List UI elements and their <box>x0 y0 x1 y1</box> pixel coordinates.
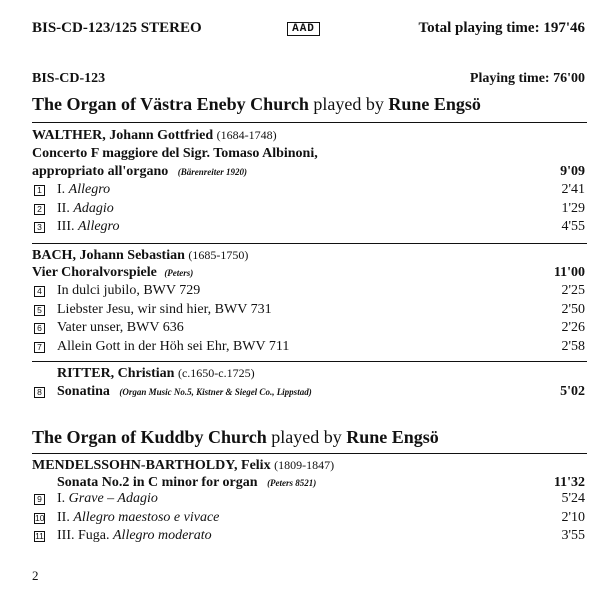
track-tempo: Allegro <box>68 182 111 197</box>
edition-note: (Peters 8521) <box>267 478 317 488</box>
work-title-bach <box>32 265 193 281</box>
track-duration: 2'58 <box>561 339 585 354</box>
work-title: Sonatina <box>57 384 110 399</box>
track-title <box>57 219 119 235</box>
composer-dates: (1684-1748) <box>216 128 277 142</box>
work-title-ritter <box>57 384 312 400</box>
edition-note: (Bärenreiter 1920) <box>177 167 248 177</box>
track-number: 2 <box>34 204 45 215</box>
composer-name: RITTER, Christian <box>57 366 175 381</box>
divider <box>32 243 587 244</box>
section2-performer: Rune Engsö <box>346 427 439 447</box>
divider <box>32 361 587 362</box>
composer-walther <box>32 128 277 144</box>
section1-heading <box>32 94 481 115</box>
work-total-duration: 5'02 <box>560 384 585 399</box>
edition-note: (Peters) <box>164 268 194 278</box>
track-movement: III. <box>57 219 78 234</box>
track-tempo: Allegro moderato <box>113 528 212 543</box>
track-number: 7 <box>34 342 45 353</box>
track-number: 3 <box>34 222 45 233</box>
track-movement: I. <box>57 491 69 506</box>
divider <box>32 453 587 454</box>
track-number: 1 <box>34 185 45 196</box>
work-title-line2 <box>32 164 247 180</box>
track-title <box>57 528 212 544</box>
work-total-duration: 11'32 <box>553 475 585 490</box>
work-total-duration: 9'09 <box>560 164 585 179</box>
track-movement: II. <box>57 510 74 525</box>
section2-heading <box>32 427 439 448</box>
work-title-mendelssohn <box>57 475 316 491</box>
section2-played-by: played by <box>271 427 342 447</box>
track-number: 11 <box>35 531 44 541</box>
track-title <box>57 510 219 526</box>
track-tempo: Allegro maestoso e vivace <box>73 510 220 525</box>
track-number: 9 <box>34 494 45 505</box>
composer-dates: (c.1650-c.1725) <box>177 366 255 380</box>
edition-note: (Organ Music No.5, Kistner & Siegel Co., Lippstad) <box>119 387 312 397</box>
work-title: appropriato all'organo <box>32 164 169 179</box>
section1-performer: Rune Engsö <box>388 94 481 114</box>
track-number: 10 <box>35 513 45 523</box>
composer-name: WALTHER, Johann Gottfried <box>32 128 214 143</box>
track-number: 4 <box>34 286 45 297</box>
track-title <box>57 182 110 198</box>
section2-title: The Organ of Kuddby Church <box>32 427 267 447</box>
aad-badge: AAD <box>287 22 320 36</box>
work-title-line1: Concerto F maggiore del Sigr. Tomaso Albinoni, <box>32 146 318 161</box>
composer-name: MENDELSSOHN-BARTHOLDY, Felix <box>32 458 271 473</box>
track-duration: 2'26 <box>561 320 585 335</box>
track-title: Allein Gott in der Höh sei Ehr, BWV 711 <box>57 339 290 354</box>
track-movement: II. <box>57 201 74 216</box>
composer-dates: (1809-1847) <box>274 458 335 472</box>
work-total-duration: 11'00 <box>553 265 585 280</box>
disc-playing-time: Playing time: 76'00 <box>469 71 585 86</box>
catalog-header: BIS-CD-123/125 STEREO <box>32 20 202 36</box>
track-tempo: Adagio <box>73 201 114 216</box>
track-duration: 3'55 <box>561 528 585 543</box>
page-number: 2 <box>32 568 39 583</box>
track-duration: 2'10 <box>561 510 585 525</box>
section1-played-by: played by <box>313 94 384 114</box>
section1-title: The Organ of Västra Eneby Church <box>32 94 309 114</box>
track-title <box>57 491 158 507</box>
track-title <box>57 201 114 217</box>
track-tempo: Allegro <box>78 219 120 234</box>
track-number: 5 <box>34 305 45 316</box>
track-title: Vater unser, BWV 636 <box>57 320 184 335</box>
composer-name: BACH, Johann Sebastian <box>32 248 185 263</box>
disc-catalog: BIS-CD-123 <box>32 71 106 86</box>
track-number: 6 <box>34 323 45 334</box>
track-movement: I. <box>57 182 69 197</box>
track-duration: 2'41 <box>561 182 585 197</box>
divider <box>32 122 587 123</box>
composer-mendelssohn <box>32 458 334 474</box>
composer-ritter <box>57 366 255 382</box>
composer-bach <box>32 248 248 264</box>
track-duration: 2'25 <box>561 283 585 298</box>
track-duration: 4'55 <box>561 219 585 234</box>
track-number: 8 <box>34 387 45 398</box>
track-duration: 1'29 <box>561 201 585 216</box>
work-title: Vier Choralvorspiele <box>32 265 157 280</box>
track-title: In dulci jubilo, BWV 729 <box>57 283 201 298</box>
total-playing-time: Total playing time: 197'46 <box>418 20 585 36</box>
track-duration: 5'24 <box>561 491 585 506</box>
track-tempo: Grave – Adagio <box>68 491 158 506</box>
track-movement: III. Fuga. <box>57 528 113 543</box>
composer-dates: (1685-1750) <box>188 248 249 262</box>
track-title: Liebster Jesu, wir sind hier, BWV 731 <box>57 302 272 317</box>
track-duration: 2'50 <box>561 302 585 317</box>
work-title: Sonata No.2 in C minor for organ <box>57 475 258 490</box>
